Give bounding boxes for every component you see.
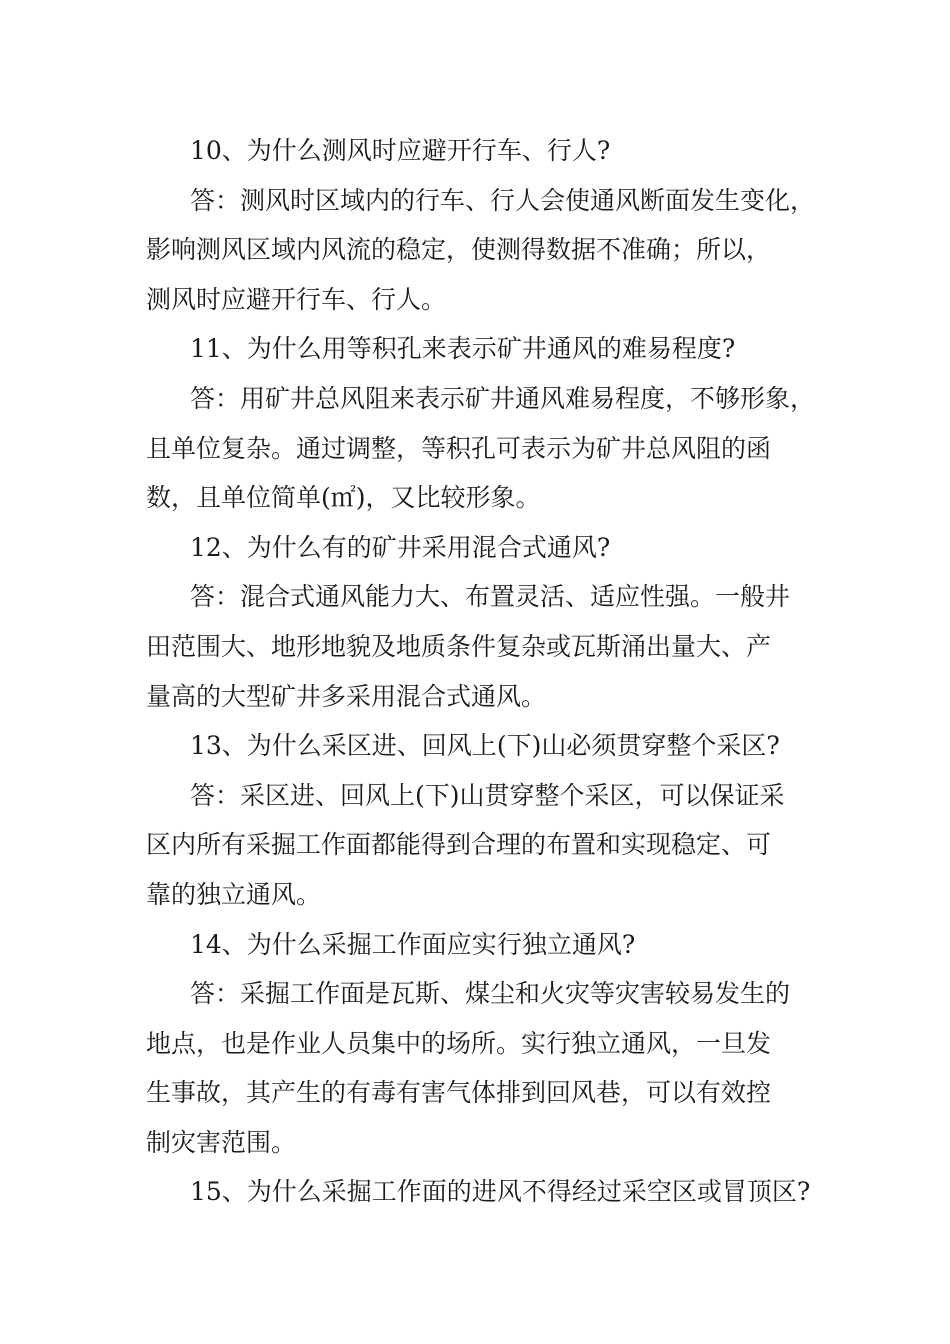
answer-12-line-2: 田范围大、地形地貌及地质条件复杂或瓦斯涌出量大、产 [146, 631, 772, 661]
question-15: 15、为什么采掘工作面的进风不得经过采空区或冒顶区? [190, 1177, 811, 1207]
document-page [146, 126, 836, 1217]
answer-12-line-1: 答：混合式通风能力大、布置灵活、适应性强。一般井 [190, 582, 791, 612]
answer-10-line-2: 影响测风区域内风流的稳定，使测得数据不准确；所以， [146, 235, 772, 265]
answer-11-line-3: 数，且单位简单(㎡)，又比较形象。 [146, 483, 541, 513]
answer-11-line-2: 且单位复杂。通过调整，等积孔可表示为矿井总风阻的函 [146, 433, 772, 463]
answer-13-line-1: 答：采区进、回风上(下)山贯穿整个采区，可以保证采 [190, 780, 785, 810]
question-10: 10、为什么测风时应避开行车、行人? [190, 136, 611, 165]
answer-14-line-4: 制灾害范围。 [146, 1127, 297, 1157]
question-11: 11、为什么用等积孔来表示矿井通风的难易程度? [190, 334, 736, 364]
answer-10-line-1: 答：测风时区域内的行车、行人会使通风断面发生变化， [190, 185, 816, 215]
answer-11-line-1: 答：用矿井总风阻来表示矿井通风难易程度，不够形象， [190, 383, 816, 413]
answer-14-line-1: 答：采掘工作面是瓦斯、煤尘和火灾等灾害较易发生的 [190, 979, 791, 1009]
answer-10-line-3: 测风时应避开行车、行人。 [146, 284, 447, 314]
answer-14-line-3: 生事故，其产生的有毒有害气体排到回风巷，可以有效控 [146, 1078, 772, 1108]
question-13: 13、为什么采区进、回风上(下)山必须贯穿整个采区? [190, 731, 780, 761]
answer-14-line-2: 地点，也是作业人员集中的场所。实行独立通风，一旦发 [146, 1028, 772, 1058]
answer-12-line-3: 量高的大型矿井多采用混合式通风。 [146, 681, 547, 711]
question-12: 12、为什么有的矿井采用混合式通风? [190, 532, 611, 562]
answer-13-line-2: 区内所有采掘工作面都能得到合理的布置和实现稳定、可 [146, 830, 772, 860]
question-14: 14、为什么采掘工作面应实行独立通风? [190, 929, 636, 959]
answer-13-line-3: 靠的独立通风。 [146, 879, 322, 909]
